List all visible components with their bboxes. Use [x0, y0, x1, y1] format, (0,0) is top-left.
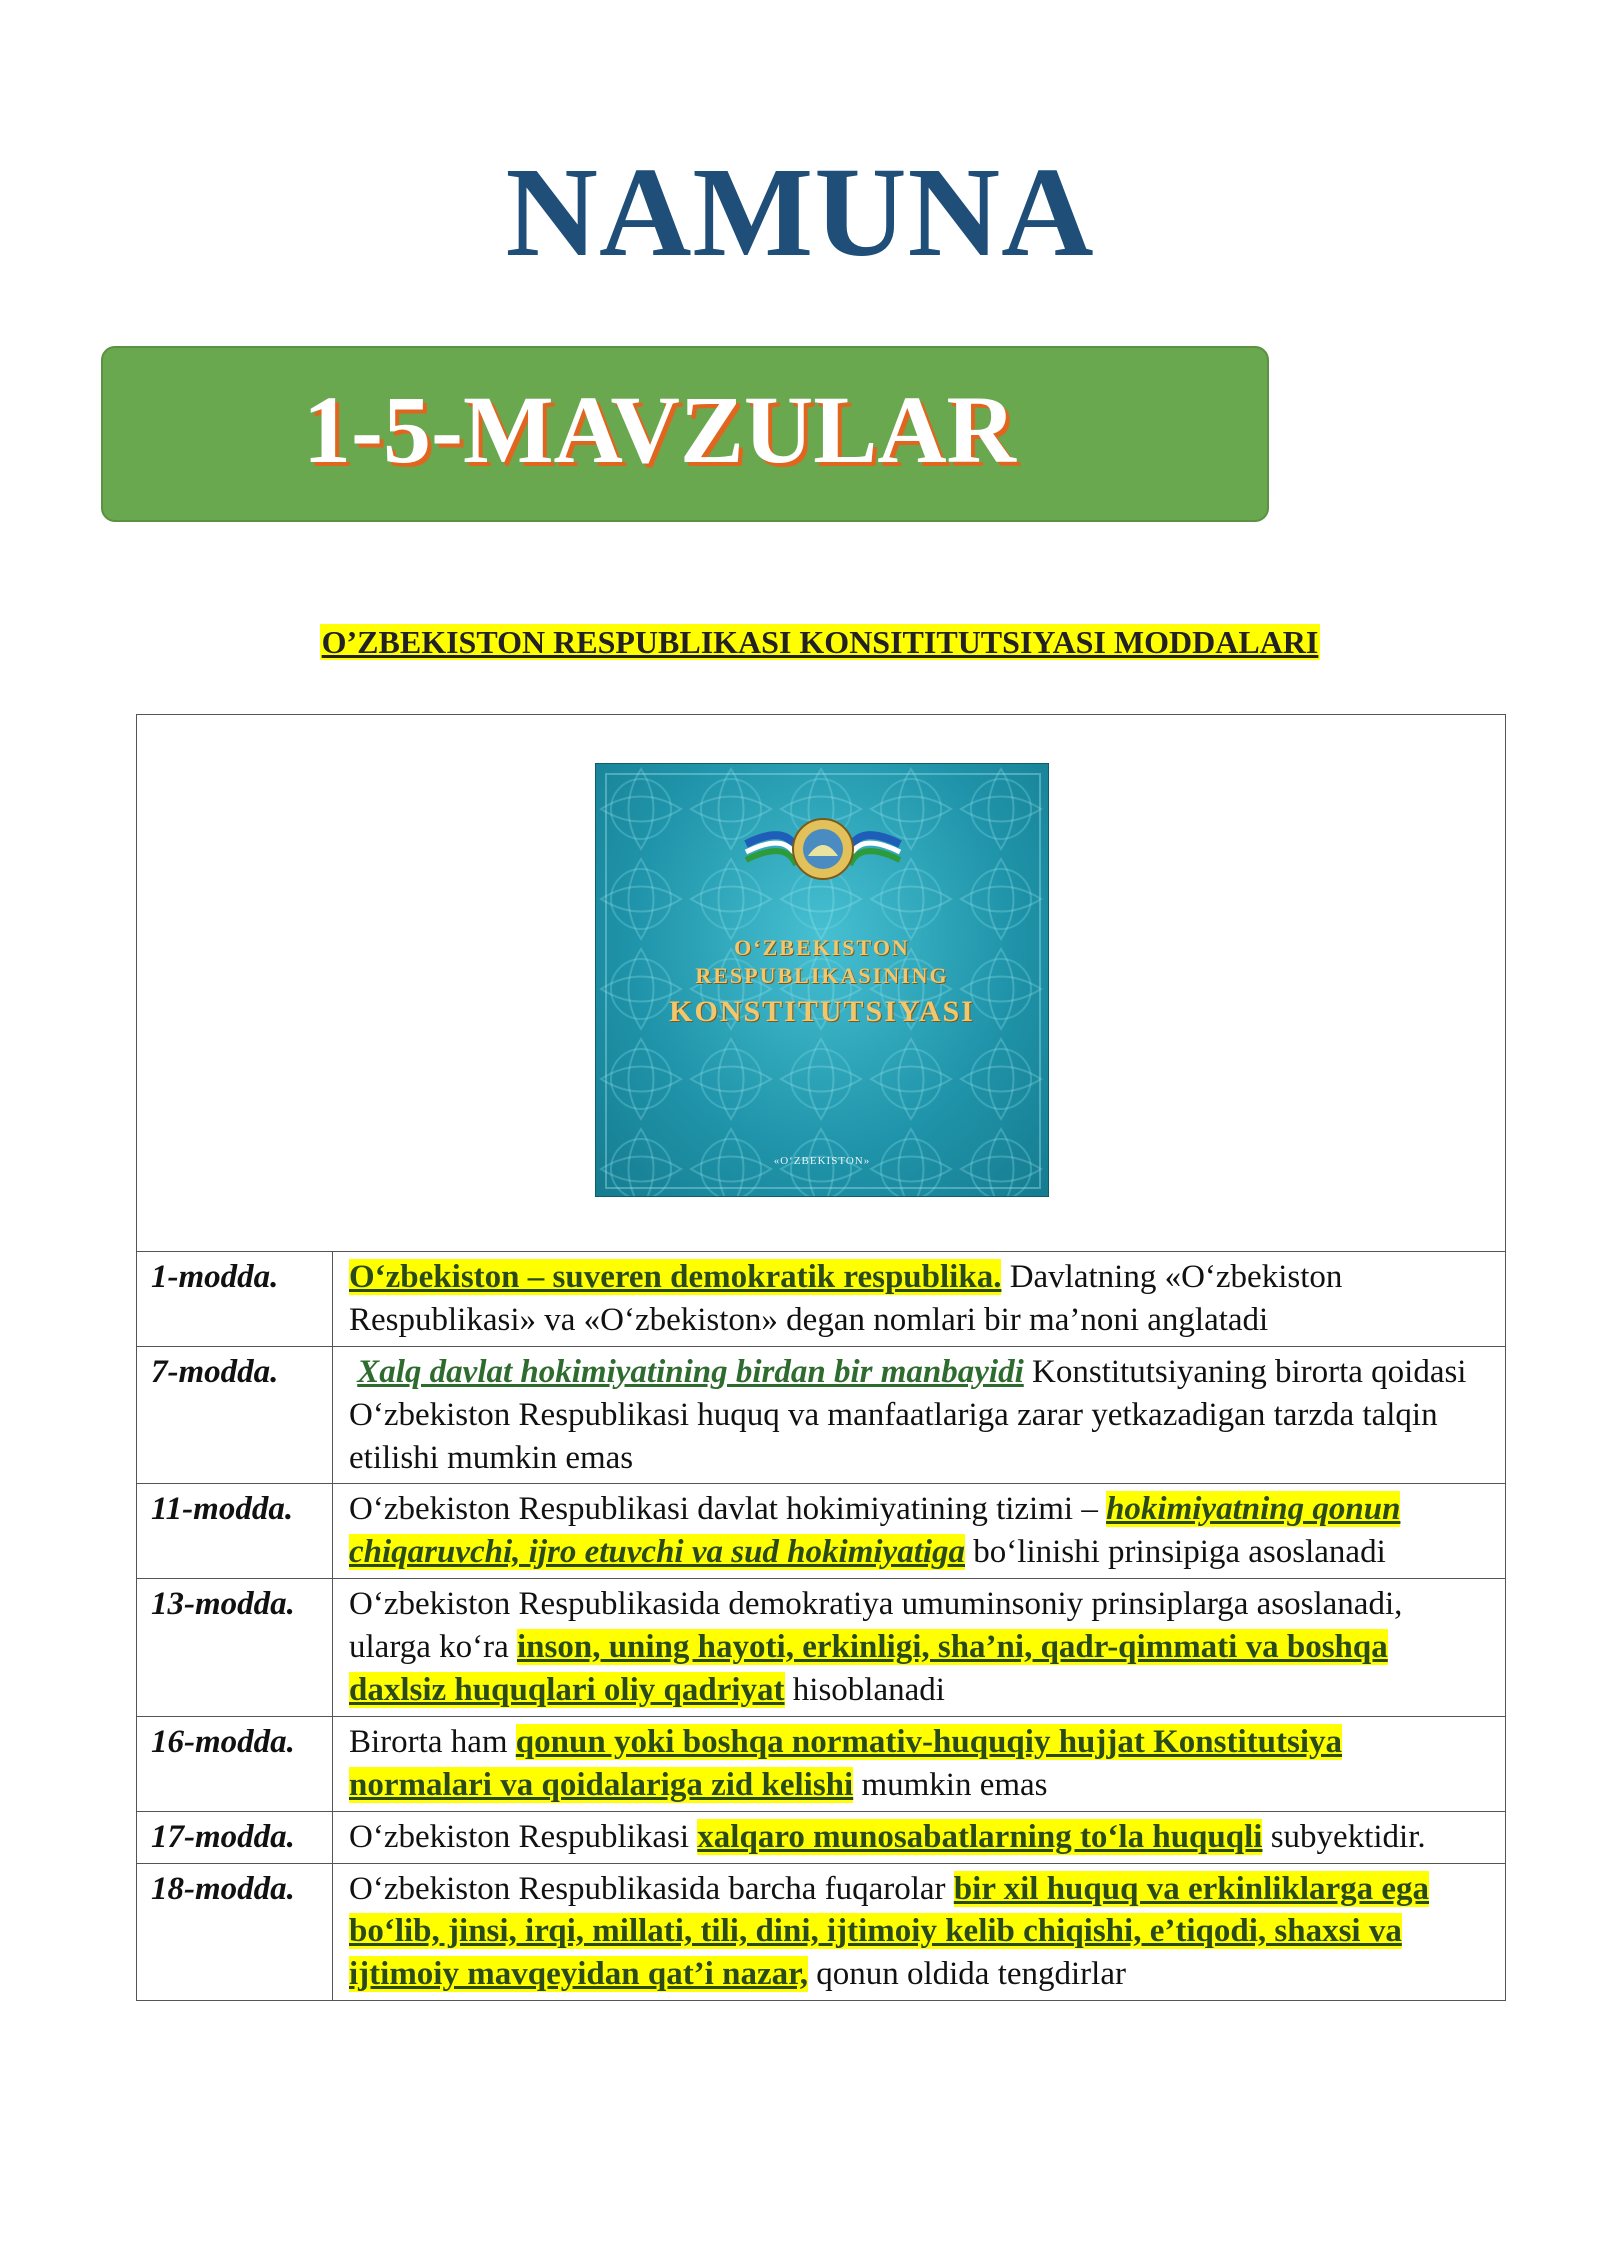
topic-banner: [101, 346, 1269, 522]
article-label: 16-modda.: [137, 1716, 333, 1811]
article-text-before: O‘zbekiston Respublikasida demokratiya umuminsoniy prinsiplarga asoslanadi, ularga ko‘ra: [349, 1586, 1403, 1666]
page-title: NAMUNA: [505, 141, 1095, 283]
article-text-before: O‘zbekiston Respublikasi: [349, 1818, 698, 1855]
highlighted-text: xalqaro munosabatlarning to‘la huquqli: [697, 1818, 1263, 1855]
article-text-after: mumkin emas: [853, 1766, 1048, 1803]
article-text-after: hisoblanadi: [784, 1672, 945, 1709]
emphasized-text: Xalq davlat hokimiyatining birdan bir manbayidi: [357, 1353, 1024, 1390]
article-text: [333, 1252, 1506, 1347]
articles-table: [136, 714, 1506, 2001]
table-row: [137, 1863, 1506, 2001]
article-text: [333, 1346, 1506, 1484]
article-text: [333, 1811, 1506, 1863]
table-row: [137, 1811, 1506, 1863]
highlighted-text: inson, uning hayoti, erkinligi, sha’ni, qadr-qimmati va boshqa daxlsiz huquqlari oliy qadriyat: [349, 1629, 1388, 1709]
highlighted-text: bir xil huquq va erkinliklarga ega bo‘lib, jinsi, irqi, millati, tili, dini, ijtimoiy kelib chiqishi, e’tiqodi, shaxsi va ijtimoiy mavqeyidan qat’i nazar,: [349, 1870, 1430, 1993]
article-text-before: O‘zbekiston Respublikasi davlat hokimiyatining tizimi –: [349, 1491, 1107, 1528]
highlighted-text: O‘zbekiston – suveren demokratik respublika.: [349, 1259, 1002, 1295]
article-text-after: Konstitutsiyaning birorta qoidasi O‘zbekiston Respublikasi huquq va manfaatlariga zarar yetkazadigan tarzda talqin etilishi mumkin emas: [349, 1353, 1467, 1476]
highlighted-text: hokimiyatning qonun chiqaruvchi, ijro etuvchi va sud hokimiyatiga: [349, 1491, 1401, 1571]
article-text-after: Davlatning «O‘zbekiston Respublikasi» va «O‘zbekiston» degan nomlari bir ma’noni anglatadi: [349, 1259, 1343, 1338]
article-label: 11-modda.: [137, 1484, 333, 1579]
banner-title: 1-5-MAVZULAR: [303, 376, 1016, 483]
cover-cell: [137, 715, 1506, 1252]
table-row: [137, 1252, 1506, 1347]
article-text: [333, 1716, 1506, 1811]
table-row: [137, 1346, 1506, 1484]
article-text-after: bo‘linishi prinsipiga asoslanadi: [965, 1534, 1386, 1571]
table-row: [137, 1579, 1506, 1717]
table-row: [137, 1484, 1506, 1579]
highlighted-text: qonun yoki boshqa normativ-huquqiy hujjat Konstitutsiya normalari va qoidalariga zid kelishi: [349, 1723, 1342, 1803]
article-label: 13-modda.: [137, 1579, 333, 1717]
article-text: [333, 1484, 1506, 1579]
cover-line-2: RESPUBLIKASINING: [695, 963, 949, 988]
cover-line-1: O‘ZBEKISTON: [734, 935, 910, 960]
article-label: 1-modda.: [137, 1252, 333, 1347]
article-text: [333, 1579, 1506, 1717]
article-label: 17-modda.: [137, 1811, 333, 1863]
article-text: [333, 1863, 1506, 2001]
article-text-before: O‘zbekiston Respublikasida barcha fuqarolar: [349, 1870, 954, 1907]
article-label: 18-modda.: [137, 1863, 333, 2001]
cover-row: [137, 715, 1506, 1252]
cover-publisher: «O‘ZBEKISTON»: [773, 1154, 871, 1167]
article-text-after: qonun oldida tengdirlar: [807, 1956, 1126, 1993]
constitution-book-cover: [595, 763, 1049, 1197]
article-label: 7-modda.: [137, 1346, 333, 1484]
table-row: [137, 1716, 1506, 1811]
article-text-after: subyektidir.: [1262, 1818, 1426, 1855]
cover-line-3: KONSTITUTSIYASI: [669, 995, 975, 1028]
section-heading-text: O’ZBEKISTON RESPUBLIKASI KONSITITUTSIYASI MODDALARI: [321, 624, 1319, 660]
section-heading: [0, 624, 1600, 661]
article-text-before: Birorta ham: [349, 1723, 516, 1760]
